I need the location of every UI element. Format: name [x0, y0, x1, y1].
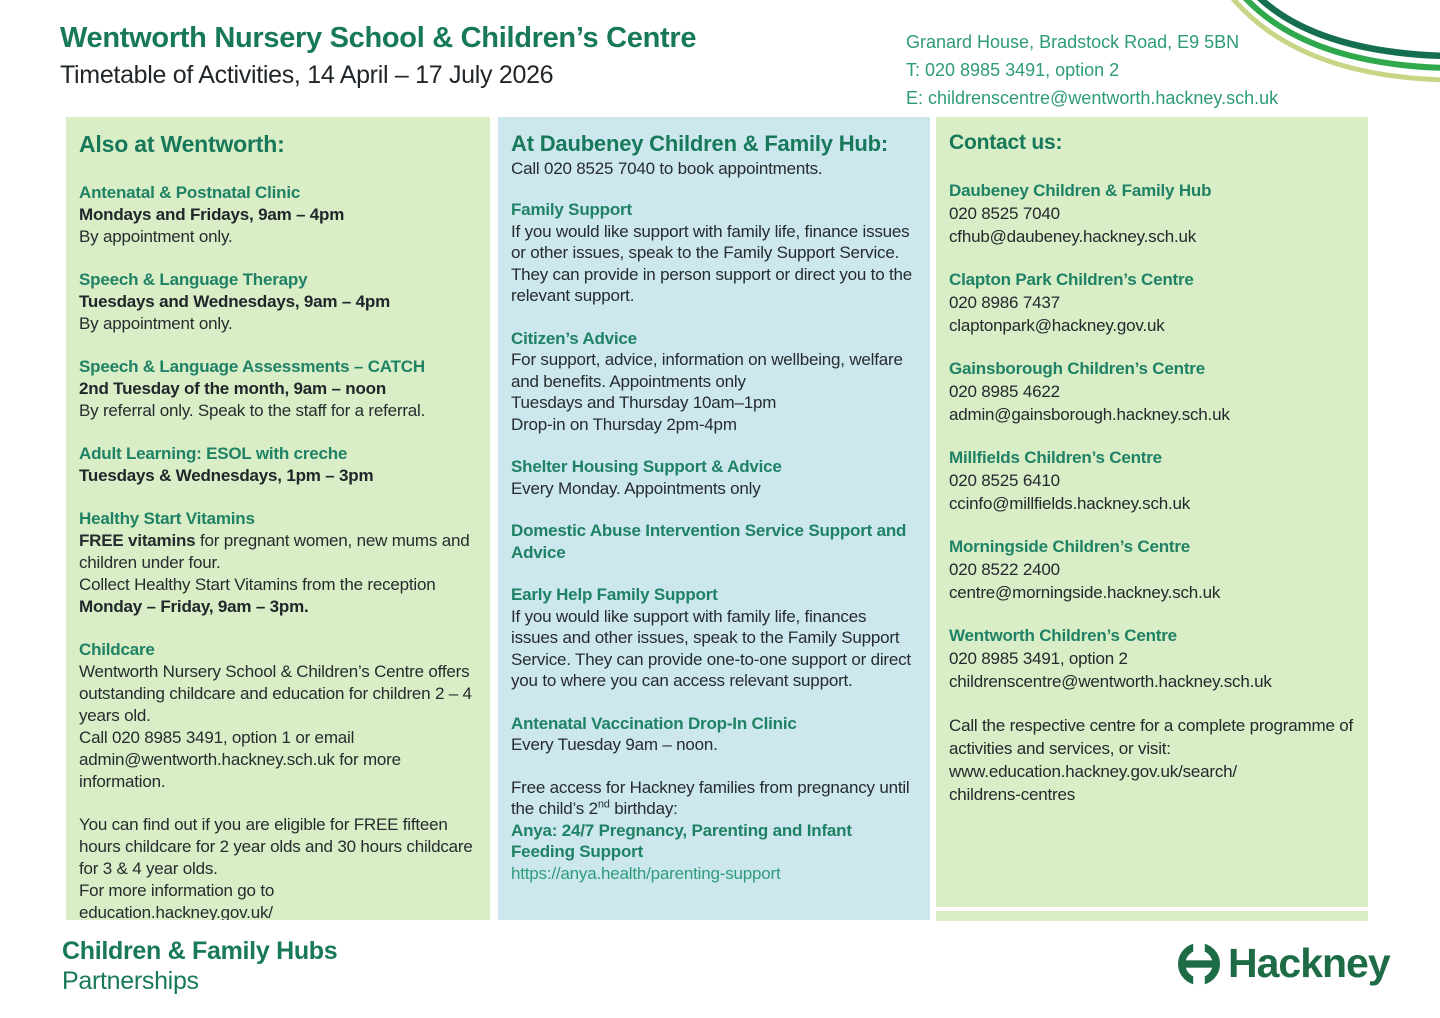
- contact-note-url-line1: www.education.hackney.gov.uk/search/: [949, 762, 1237, 781]
- anya-intro-post: birthday:: [609, 799, 678, 818]
- contact-us-heading: Contact us:: [949, 131, 1063, 154]
- header-address: Granard House, Bradstock Road, E9 5BN: [906, 32, 1240, 52]
- centre-phone: 020 8525 7040: [949, 204, 1060, 223]
- service-schedule-line: Tuesdays and Thursday 10am–1pm: [511, 393, 777, 412]
- also-at-wentworth-panel: [66, 117, 490, 920]
- activity-title: Childcare: [79, 640, 155, 659]
- activity-note: By appointment only.: [79, 227, 233, 246]
- header-phone: T: 020 8985 3491, option 2: [906, 60, 1120, 80]
- service-description: If you would like support with family life, finances issues and other issues, speak to the Family Support Service. They can provide one-to-one support or direct you to where you can access relevant support.: [511, 606, 911, 690]
- activity-healthy-start-vitamins: [79, 508, 476, 618]
- service-description: Every Tuesday 9am – noon.: [511, 735, 718, 754]
- centre-email: centre@morningside.hackney.sch.uk: [949, 583, 1221, 602]
- centre-phone: 020 8985 3491, option 2: [949, 649, 1128, 668]
- anya-ordinal-superscript: nd: [597, 798, 610, 811]
- hackney-logo-text: Hackney: [1228, 940, 1390, 986]
- activity-antenatal-postnatal-clinic: [79, 182, 476, 248]
- activity-adult-learning-esol: [79, 443, 476, 487]
- brand-line-1: Children & Family Hubs: [62, 937, 338, 965]
- service-description: For support, advice, information on wellbeing, welfare and benefits. Appointments only: [511, 350, 903, 391]
- activity-note: By referral only. Speak to the staff for a referral.: [79, 401, 426, 420]
- service-title: Domestic Abuse Intervention Service Support and Advice: [511, 521, 907, 562]
- hackney-logo: [1178, 940, 1390, 987]
- centre-name: Gainsborough Children’s Centre: [949, 359, 1205, 378]
- centre-phone: 020 8986 7437: [949, 293, 1060, 312]
- service-shelter-housing: [511, 456, 916, 499]
- activity-childcare: [79, 639, 476, 920]
- service-citizens-advice: [511, 328, 916, 436]
- service-title: Antenatal Vaccination Drop-In Clinic: [511, 713, 797, 733]
- anya-intro-pre: Free access for Hackney families from pregnancy until the child’s 2: [511, 777, 910, 818]
- service-domestic-abuse-intervention: [511, 520, 916, 563]
- contact-us-panel: [936, 117, 1368, 907]
- contact-note-block: [949, 714, 1354, 806]
- childcare-paragraph-2: Call 020 8985 3491, option 1 or email admin@wentworth.hackney.sch.uk for more information.: [79, 728, 401, 791]
- activity-speech-language-therapy: [79, 269, 476, 335]
- activity-title: Speech & Language Assessments – CATCH: [79, 357, 425, 376]
- service-family-support: [511, 199, 916, 307]
- service-title: Shelter Housing Support & Advice: [511, 457, 782, 476]
- also-at-wentworth-heading: Also at Wentworth:: [79, 131, 285, 157]
- activity-title: Healthy Start Vitamins: [79, 509, 255, 528]
- centre-morningside: [949, 535, 1354, 604]
- anya-intro-text: [511, 777, 916, 820]
- free-vitamins-bold-text: FREE vitamins: [79, 531, 196, 550]
- hackney-h-icon: [1178, 943, 1220, 985]
- activity-description: [79, 530, 476, 574]
- centre-name: Millfields Children’s Centre: [949, 448, 1162, 467]
- anya-support-block: [511, 777, 916, 885]
- activity-speech-language-assessments: [79, 356, 476, 422]
- service-antenatal-vaccination-clinic: [511, 713, 916, 756]
- centre-phone: 020 8522 2400: [949, 560, 1060, 579]
- activity-title: Speech & Language Therapy: [79, 270, 308, 289]
- centre-email: cfhub@daubeney.hackney.sch.uk: [949, 227, 1197, 246]
- contact-note-url-line2: childrens-centres: [949, 785, 1076, 804]
- centre-name: Clapton Park Children’s Centre: [949, 270, 1194, 289]
- centre-email: ccinfo@millfields.hackney.sch.uk: [949, 494, 1191, 513]
- header-email: E: childrenscentre@wentworth.hackney.sch.uk: [906, 88, 1279, 108]
- children-family-hubs-brand: [62, 936, 337, 996]
- service-title: Family Support: [511, 200, 632, 219]
- activity-title: Antenatal & Postnatal Clinic: [79, 183, 301, 202]
- daubeney-hub-panel: [498, 117, 930, 920]
- centre-wentworth: [949, 624, 1354, 693]
- centre-millfields: [949, 446, 1354, 515]
- free-vitamins-rest-text: for pregnant women, new mums and children under four.: [79, 531, 470, 572]
- contact-note: Call the respective centre for a complete programme of activities and services, or visit:: [949, 716, 1353, 758]
- centre-email: claptonpark@hackney.gov.uk: [949, 316, 1165, 335]
- service-title: Citizen’s Advice: [511, 328, 637, 348]
- centre-phone: 020 8985 4622: [949, 382, 1060, 401]
- centre-gainsborough: [949, 357, 1354, 426]
- activity-description-line2: Collect Healthy Start Vitamins from the reception: [79, 575, 436, 594]
- centre-daubeney: [949, 179, 1354, 248]
- right-panel-bottom-strip: [936, 911, 1368, 921]
- activity-schedule: Tuesdays & Wednesdays, 1pm – 3pm: [79, 466, 374, 485]
- anya-service-title: Anya: 24/7 Pregnancy, Parenting and Infant Feeding Support: [511, 820, 852, 861]
- activity-schedule: Monday – Friday, 9am – 3pm.: [79, 597, 309, 616]
- centre-phone: 020 8525 6410: [949, 471, 1060, 490]
- childcare-paragraph-4: For more information go to: [79, 881, 275, 900]
- service-dropin-line: Drop-in on Thursday 2pm-4pm: [511, 414, 737, 434]
- childcare-paragraph-3: You can find out if you are eligible for FREE fifteen hours childcare for 2 year olds and 30 hours childcare for 3 & 4 year olds.: [79, 815, 473, 878]
- activity-schedule: Tuesdays and Wednesdays, 9am – 4pm: [79, 292, 390, 311]
- centre-email: admin@gainsborough.hackney.sch.uk: [949, 405, 1230, 424]
- service-early-help-family-support: [511, 584, 916, 692]
- daubeney-booking-line: Call 020 8525 7040 to book appointments.: [511, 159, 823, 178]
- centre-name: Wentworth Children’s Centre: [949, 626, 1177, 645]
- service-description: If you would like support with family life, finance issues or other issues, speak to the Family Support Service. They can provide in person support or direct you to the relevant support.: [511, 221, 913, 305]
- childcare-education-url: education.hackney.gov.uk/: [79, 903, 273, 920]
- centre-email: childrenscentre@wentworth.hackney.sch.uk: [949, 672, 1272, 691]
- header-contact-block: [906, 28, 1278, 112]
- page-subtitle: Timetable of Activities, 14 April – 17 July 2026: [60, 61, 554, 89]
- activity-schedule: Mondays and Fridays, 9am – 4pm: [79, 205, 345, 224]
- brand-line-2: Partnerships: [62, 967, 199, 995]
- childcare-paragraph-1: Wentworth Nursery School & Children’s Centre offers outstanding childcare and education for children 2 – 4 years old.: [79, 662, 472, 725]
- service-title: Early Help Family Support: [511, 585, 718, 604]
- anya-parenting-support-link[interactable]: https://anya.health/parenting-support: [511, 863, 781, 883]
- centre-name: Daubeney Children & Family Hub: [949, 181, 1212, 200]
- daubeney-hub-heading: At Daubeney Children & Family Hub:: [511, 131, 889, 156]
- centre-clapton-park: [949, 268, 1354, 337]
- service-description: Every Monday. Appointments only: [511, 478, 761, 498]
- activity-schedule: 2nd Tuesday of the month, 9am – noon: [79, 379, 387, 398]
- activity-note: By appointment only.: [79, 314, 233, 333]
- activity-title: Adult Learning: ESOL with creche: [79, 444, 348, 463]
- centre-name: Morningside Children’s Centre: [949, 537, 1191, 556]
- page-title: Wentworth Nursery School & Children’s Centre: [60, 22, 697, 54]
